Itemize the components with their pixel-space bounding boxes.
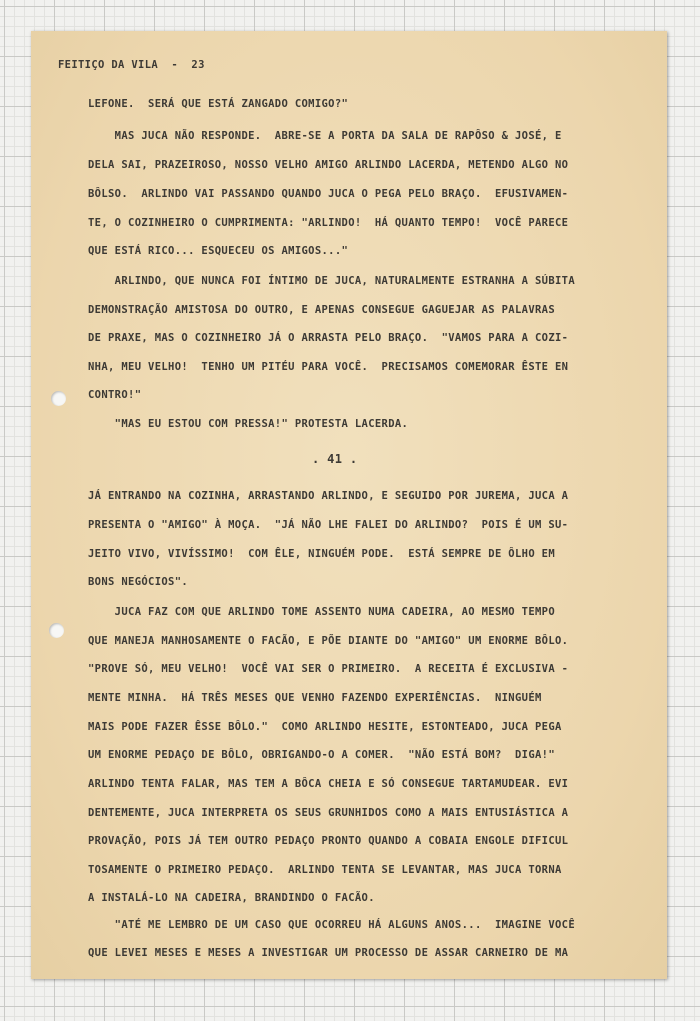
text-line: A INSTALÁ-LO NA CADEIRA, BRANDINDO O FACÃO.	[88, 892, 375, 904]
text-line: DENTEMENTE, JUCA INTERPRETA OS SEUS GRUNHIDOS COMO A MAIS ENTUSIÁSTICA A	[88, 807, 569, 819]
text-line: DE PRAXE, MAS O COZINHEIRO JÁ O ARRASTA PELO BRAÇO. "VAMOS PARA A COZI-	[88, 332, 569, 344]
text-line: JEITO VIVO, VIVÍSSIMO! COM ÊLE, NINGUÉM PODE. ESTÁ SEMPRE DE ÔLHO EM	[88, 548, 556, 560]
text-line: QUE LEVEI MESES E MESES A INVESTIGAR UM PROCESSO DE ASSAR CARNEIRO DE MA	[88, 947, 569, 959]
text-line: CONTRO!"	[88, 389, 142, 401]
text-line: NHA, MEU VELHO! TENHO UM PITÉU PARA VOCÊ. PRECISAMOS COMEMORAR ÊSTE EN	[88, 361, 569, 373]
text-line: PROVAÇÃO, POIS JÁ TEM OUTRO PEDAÇO PRONTO QUANDO A COBAIA ENGOLE DIFICUL	[88, 835, 569, 847]
text-line: LEFONE. SERÁ QUE ESTÁ ZANGADO COMIGO?"	[88, 98, 349, 110]
text-line: ARLINDO TENTA FALAR, MAS TEM A BÔCA CHEIA E SÓ CONSEGUE TARTAMUDEAR. EVI	[88, 778, 569, 790]
text-line: MENTE MINHA. HÁ TRÊS MESES QUE VENHO FAZENDO EXPERIÊNCIAS. NINGUÉM	[88, 692, 542, 704]
text-line: BÔLSO. ARLINDO VAI PASSANDO QUANDO JUCA O PEGA PELO BRAÇO. EFUSIVAMEN-	[88, 188, 569, 200]
text-line: DELA SAI, PRAZEIROSO, NOSSO VELHO AMIGO ARLINDO LACERDA, METENDO ALGO NO	[88, 159, 569, 171]
text-line: "MAS EU ESTOU COM PRESSA!" PROTESTA LACERDA.	[88, 418, 409, 430]
text-line: TE, O COZINHEIRO O CUMPRIMENTA: "ARLINDO! HÁ QUANTO TEMPO! VOCÊ PARECE	[88, 217, 569, 229]
text-line: ARLINDO, QUE NUNCA FOI ÍNTIMO DE JUCA, NATURALMENTE ESTRANHA A SÚBITA	[88, 275, 576, 287]
section-number: . 41 .	[312, 452, 358, 466]
text-line: UM ENORME PEDAÇO DE BÔLO, OBRIGANDO-O A COMER. "NÃO ESTÁ BOM? DIGA!"	[88, 749, 556, 761]
text-line: PRESENTA O "AMIGO" À MOÇA. "JÁ NÃO LHE FALEI DO ARLINDO? POIS É UM SU-	[88, 519, 569, 531]
text-line: DEMONSTRAÇÃO AMISTOSA DO OUTRO, E APENAS CONSEGUE GAGUEJAR AS PALAVRAS	[88, 304, 556, 316]
punch-hole-bottom	[49, 623, 64, 638]
punch-hole-top	[51, 391, 66, 406]
text-line: TOSAMENTE O PRIMEIRO PEDAÇO. ARLINDO TENTA SE LEVANTAR, MAS JUCA TORNA	[88, 864, 562, 876]
text-line: JÁ ENTRANDO NA COZINHA, ARRASTANDO ARLINDO, E SEGUIDO POR JUREMA, JUCA A	[88, 490, 569, 502]
page-header: FEITIÇO DA VILA - 23	[58, 59, 205, 71]
text-line: QUE ESTÁ RICO... ESQUECEU OS AMIGOS..."	[88, 245, 349, 257]
text-line: BONS NEGÓCIOS".	[88, 576, 189, 588]
text-line: MAS JUCA NÃO RESPONDE. ABRE-SE A PORTA DA SALA DE RAPÔSO & JOSÉ, E	[88, 130, 562, 142]
text-line: "ATÉ ME LEMBRO DE UM CASO QUE OCORREU HÁ ALGUNS ANOS... IMAGINE VOCÊ	[88, 919, 576, 931]
text-line: QUE MANEJA MANHOSAMENTE O FACÃO, E PÕE DIANTE DO "AMIGO" UM ENORME BÔLO.	[88, 635, 569, 647]
text-line: "PROVE SÓ, MEU VELHO! VOCÊ VAI SER O PRIMEIRO. A RECEITA É EXCLUSIVA -	[88, 663, 569, 675]
text-line: MAIS PODE FAZER ÊSSE BÔLO." COMO ARLINDO HESITE, ESTONTEADO, JUCA PEGA	[88, 721, 562, 733]
text-line: JUCA FAZ COM QUE ARLINDO TOME ASSENTO NUMA CADEIRA, AO MESMO TEMPO	[88, 606, 556, 618]
